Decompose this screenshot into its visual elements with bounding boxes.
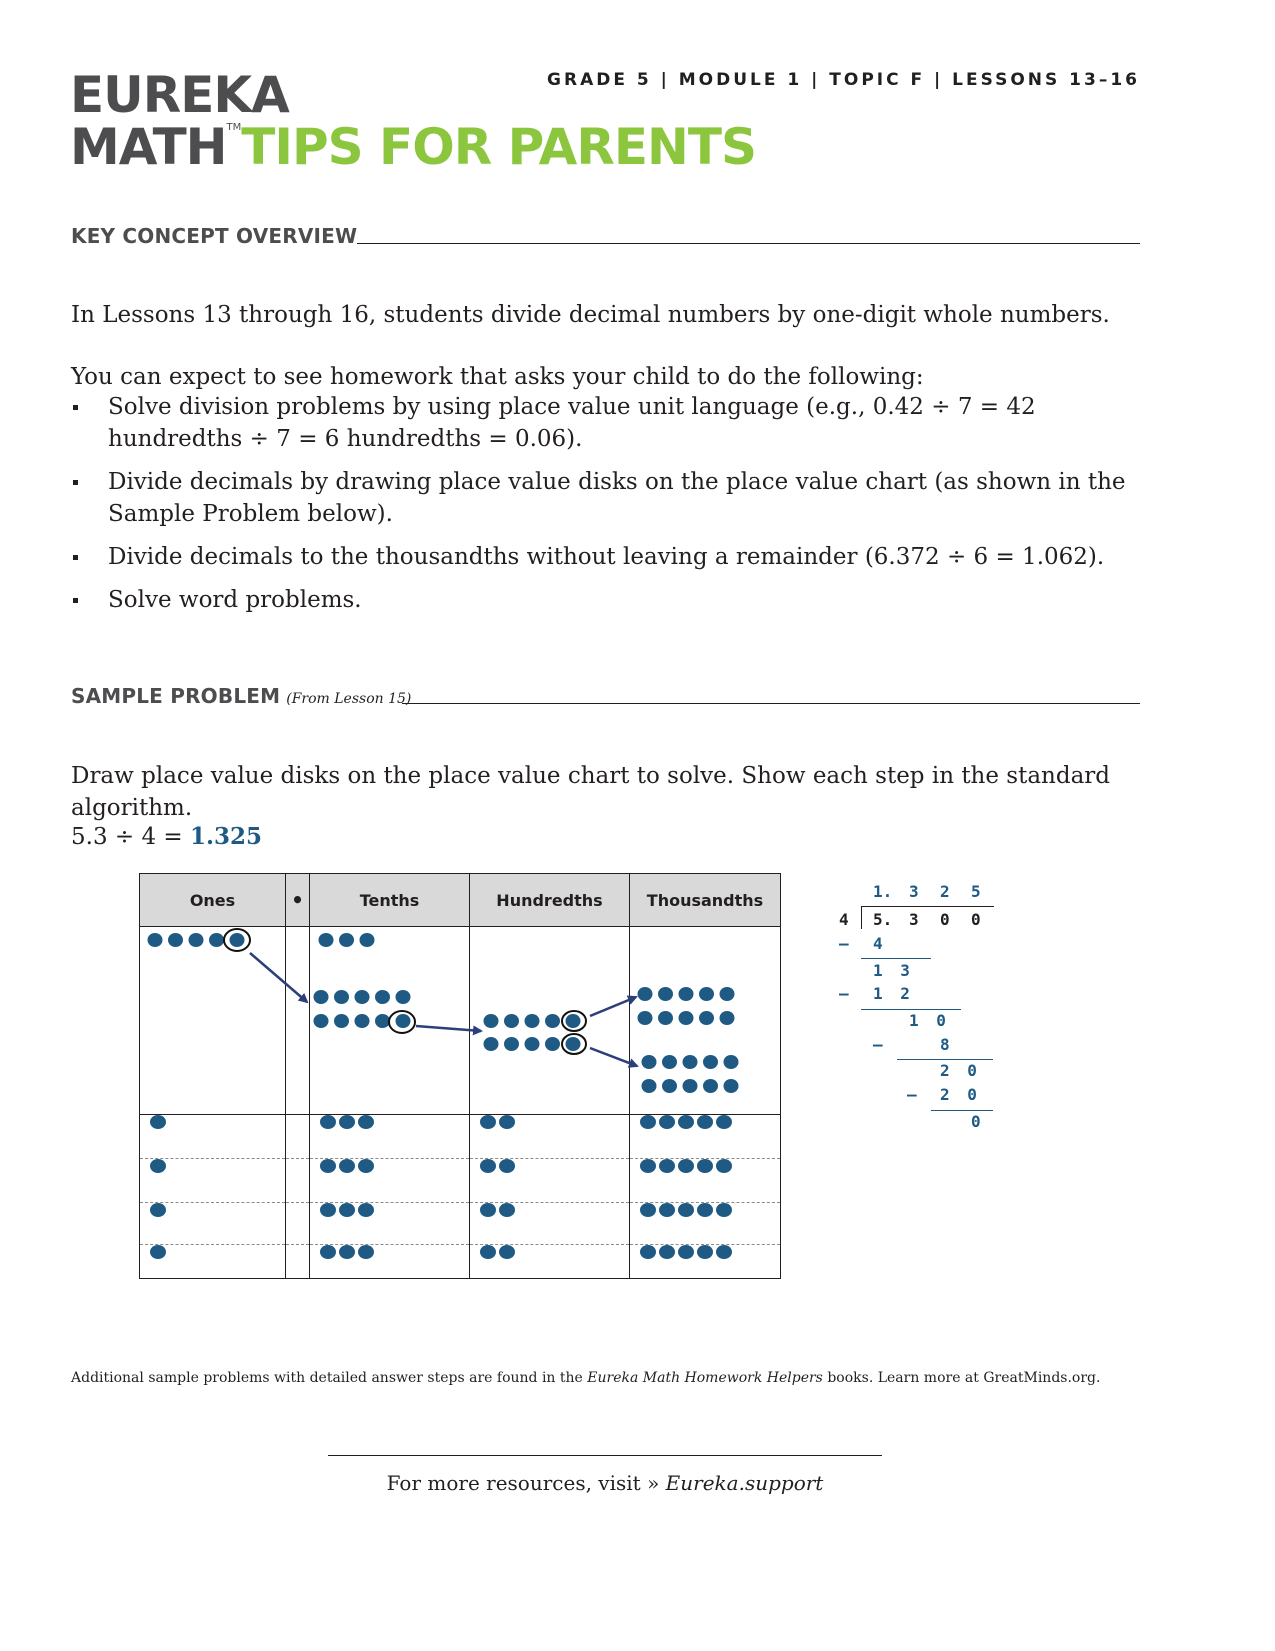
difference: 2 0 (940, 1061, 977, 1080)
list-item: Divide decimals to the thousandths without leaving a remainder (6.372 ÷ 6 = 1.062). (71, 541, 1143, 573)
divisor: 4 (839, 910, 849, 929)
eureka-support-link[interactable]: Eureka.support (665, 1471, 824, 1495)
list-item: Divide decimals by drawing place value disks on the place value chart (as shown in the Sample Problem below). (71, 466, 1143, 530)
subtrahend: 2 0 (940, 1085, 977, 1104)
place-value-disk (396, 990, 411, 1004)
subtrahend: 4 (873, 934, 883, 953)
place-value-disk (699, 987, 714, 1001)
difference: 1 0 (909, 1011, 946, 1030)
place-value-disk (642, 1079, 657, 1093)
place-value-disk (545, 1037, 560, 1051)
sample-answer: 1.325 (190, 823, 263, 850)
place-value-disk (662, 1079, 677, 1093)
place-value-disk (319, 933, 334, 947)
remainder: 0 (971, 1112, 981, 1131)
arrow-icon (590, 997, 636, 1016)
sample-equation: 5.3 ÷ 4 = 1.325 (71, 823, 263, 850)
place-value-disk (355, 990, 370, 1004)
arrow-icon (590, 1048, 637, 1066)
dividend-digit: 5. (873, 910, 893, 929)
dividend-digit: 0 (971, 910, 981, 929)
sample-instruction: Draw place value disks on the place value chart to solve. Show each step in the standard algorithm. (71, 763, 1111, 821)
arrow-icon (416, 1026, 481, 1031)
difference: 1 3 (873, 961, 910, 980)
place-value-disk (638, 987, 653, 1001)
place-value-disk (724, 1079, 739, 1093)
place-value-disk (679, 1011, 694, 1025)
header-hundredths: Hundredths (470, 874, 630, 927)
place-value-disk (360, 933, 375, 947)
place-value-disk (724, 1055, 739, 1069)
subtraction-line (897, 1059, 993, 1060)
key-concept-heading: KEY CONCEPT OVERVIEW (71, 224, 358, 248)
logo-math: MATH (70, 118, 227, 176)
place-value-disk (396, 1014, 411, 1028)
place-value-disk (209, 933, 224, 947)
place-value-disk (545, 1014, 560, 1028)
quotient-digit: 2 (940, 882, 950, 901)
dividend-digit: 0 (940, 910, 950, 929)
place-value-disk (720, 987, 735, 1001)
place-value-disk (148, 933, 163, 947)
place-value-disk (484, 1037, 499, 1051)
quotient-digit: 5 (971, 882, 981, 901)
dividend-digit: 3 (909, 910, 919, 929)
place-value-disk (168, 933, 183, 947)
place-value-disk (683, 1079, 698, 1093)
regroup-arrows (250, 953, 637, 1066)
place-value-disk (658, 987, 673, 1001)
place-value-disk (339, 933, 354, 947)
work-disks (148, 933, 739, 1093)
place-value-disk (375, 1014, 390, 1028)
place-value-disk (525, 1014, 540, 1028)
place-value-disk (355, 1014, 370, 1028)
grade-module-line: GRADE 5 | MODULE 1 | TOPIC F | LESSONS 13–16 (547, 70, 1140, 90)
place-value-disk (566, 1014, 581, 1028)
long-division (835, 880, 1005, 1140)
place-value-disk (189, 933, 204, 947)
place-value-disk (504, 1037, 519, 1051)
place-value-disk (642, 1055, 657, 1069)
place-value-disk (658, 1011, 673, 1025)
place-value-disk (703, 1079, 718, 1093)
intro-text: In Lessons 13 through 16, students divide decimal numbers by one-digit whole numbers. (71, 302, 1110, 328)
place-value-disk (484, 1014, 499, 1028)
minus-sign: – (873, 1035, 883, 1054)
subtraction-line (861, 958, 931, 959)
sample-problem-heading: SAMPLE PROBLEM (From Lesson 15) (71, 684, 412, 708)
place-value-disk (699, 1011, 714, 1025)
header-ones: Ones (140, 874, 286, 927)
footer-rule (328, 1455, 882, 1456)
place-value-disk (662, 1055, 677, 1069)
place-value-disk (314, 1014, 329, 1028)
footnote: Additional sample problems with detailed answer steps are found in the Eureka Math Homework Helpers books. Learn more at GreatMinds.org. (71, 1370, 1101, 1386)
place-value-disk (314, 990, 329, 1004)
page-title: TIPS FOR PARENTS (241, 118, 756, 176)
place-value-disk (683, 1055, 698, 1069)
sample-source: (From Lesson 15) (286, 691, 412, 707)
subtraction-line (861, 1009, 961, 1010)
place-value-disk (504, 1014, 519, 1028)
header-tenths: Tenths (310, 874, 470, 927)
header-decimal-point: • (286, 874, 310, 927)
place-value-disk (230, 933, 245, 947)
expect-text: You can expect to see homework that asks your child to do the following: (71, 364, 924, 390)
place-value-disk (720, 1011, 735, 1025)
place-value-disk (334, 1014, 349, 1028)
place-value-disk (334, 990, 349, 1004)
list-item: Solve division problems by using place value unit language (e.g., 0.42 ÷ 7 = 42 hundredths ÷ 7 = 6 hundredths = 0.06). (71, 391, 1143, 455)
trademark: TM (226, 122, 242, 133)
arrow-icon (250, 953, 307, 1002)
place-value-disk (679, 987, 694, 1001)
place-value-disk (703, 1055, 718, 1069)
header-thousandths: Thousandths (630, 874, 781, 927)
resources-line: For more resources, visit » Eureka.support (386, 1471, 824, 1495)
place-value-disk (566, 1037, 581, 1051)
chevron-right-icon: » (647, 1471, 660, 1495)
minus-sign: – (839, 984, 849, 1003)
minus-sign: – (839, 934, 849, 953)
quotient-digit: 1. (873, 882, 893, 901)
subtraction-line (931, 1110, 993, 1111)
place-value-disk (375, 990, 390, 1004)
quotient-digit: 3 (909, 882, 919, 901)
logo-eureka: EUREKA (70, 66, 289, 124)
minus-sign: – (907, 1085, 917, 1104)
subtrahend: 8 (940, 1035, 950, 1054)
place-value-disk (525, 1037, 540, 1051)
subtrahend: 1 2 (873, 984, 910, 1003)
list-item: Solve word problems. (71, 584, 1143, 616)
place-value-disk (638, 1011, 653, 1025)
